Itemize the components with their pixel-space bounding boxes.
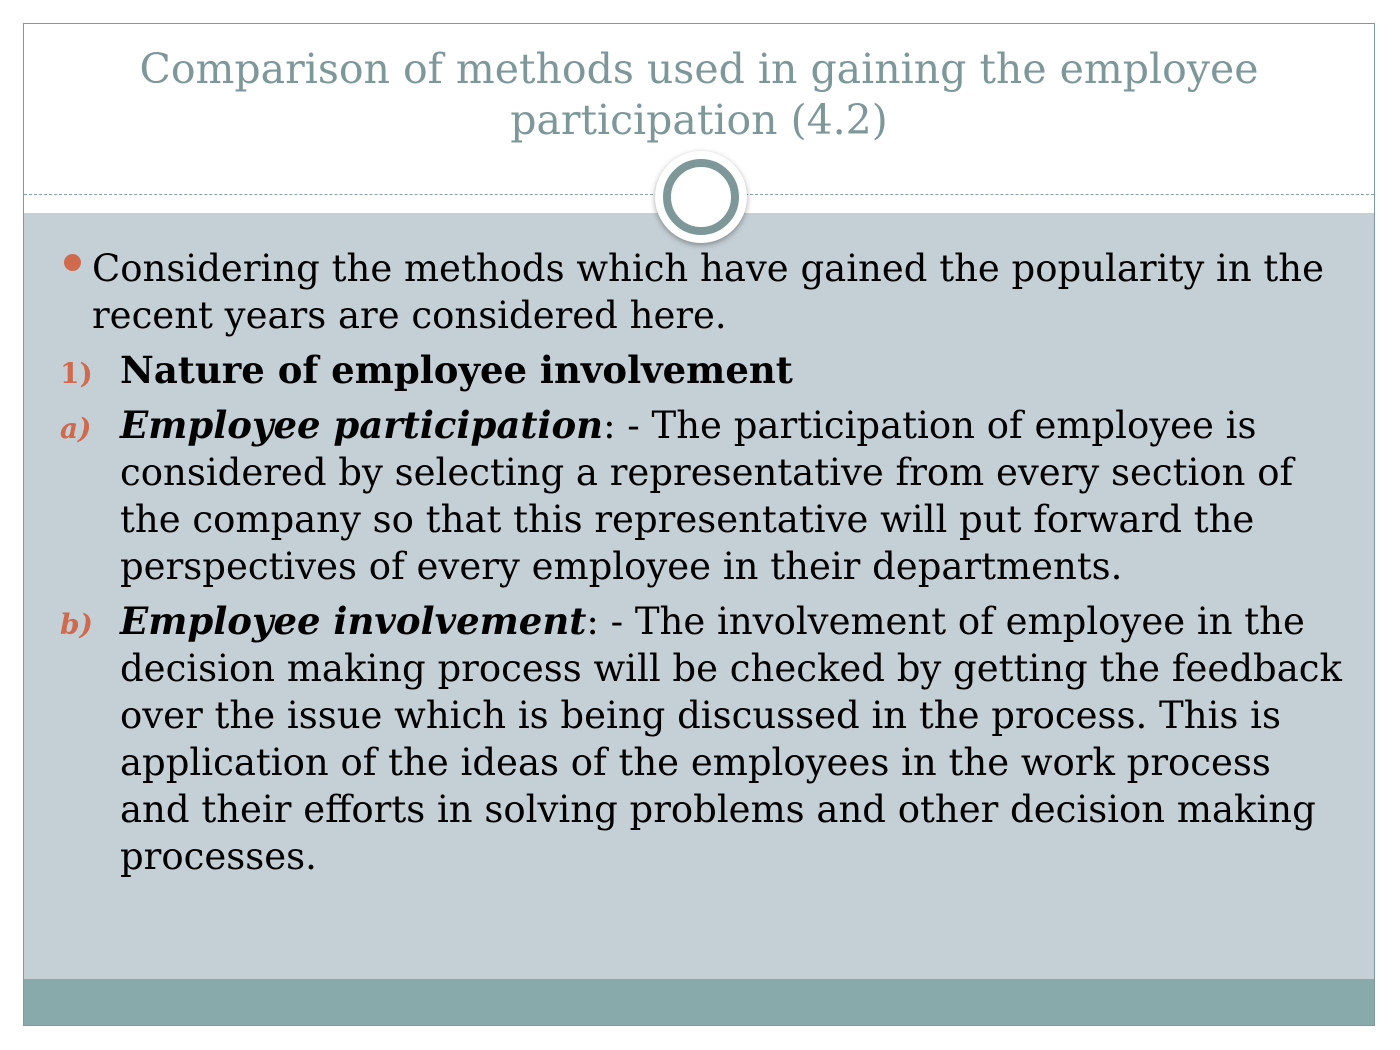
item-a-marker: a) bbox=[60, 412, 92, 445]
item-a-text: : - The participation of employee is considered by selecting a representative from every section of the company so that this representative will put forward the perspectives of every employee in their departments. bbox=[120, 404, 1294, 588]
list-item-a bbox=[60, 402, 1350, 590]
numbered-heading bbox=[60, 347, 1350, 394]
intro-text: Considering the methods which have gained the popularity in the recent years are considered here. bbox=[92, 247, 1325, 337]
intro-bullet bbox=[60, 245, 1350, 339]
ring-icon bbox=[655, 151, 747, 243]
bullet-dot-icon bbox=[64, 254, 81, 271]
item-b-term: Employee involvement bbox=[120, 599, 587, 643]
heading-marker: 1) bbox=[60, 357, 93, 390]
list-item-b bbox=[60, 598, 1350, 880]
item-b-text: : - The involvement of employee in the decision making process will be checked by getting the feedback over the issue which is being discussed in the process. This is application of the ideas of the employees in the work process and their efforts in solving problems and other decision making processes. bbox=[120, 600, 1342, 878]
item-a-term: Employee participation bbox=[120, 403, 604, 447]
heading-text: Nature of employee involvement bbox=[120, 348, 793, 392]
slide-body bbox=[60, 245, 1350, 888]
footer-bar bbox=[24, 979, 1374, 1026]
slide bbox=[23, 23, 1375, 1026]
item-b-marker: b) bbox=[60, 608, 93, 641]
slide-title: Comparison of methods used in gaining the employee participation (4.2) bbox=[139, 45, 1259, 144]
